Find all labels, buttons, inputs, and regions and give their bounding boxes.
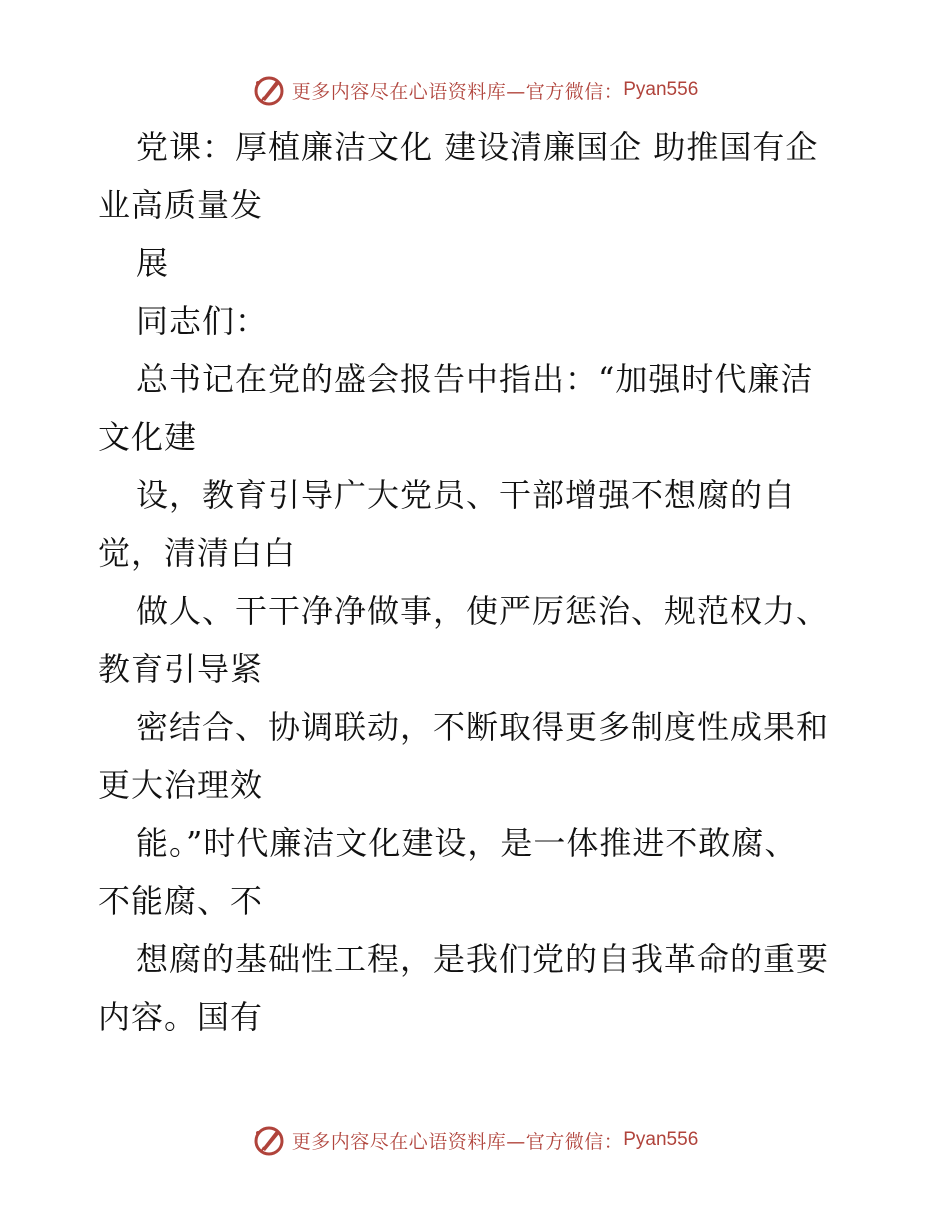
- body-line: 想腐的基础性工程，是我们党的自我革命的重要: [136, 940, 830, 978]
- footer-banner: [0, 1120, 950, 1160]
- body-line: 总书记在党的盛会报告中指出：“加强时代廉洁: [136, 360, 814, 398]
- title-line-2: 业高质量发: [98, 186, 264, 224]
- banner-text: 更多内容尽在心语资料库—官方微信：: [291, 80, 624, 103]
- body-line: 不能腐、不: [98, 882, 264, 920]
- body-line: 文化建: [98, 418, 198, 456]
- body-line: 密结合、协调联动，不断取得更多制度性成果和: [136, 708, 830, 746]
- quill-pen-logo-icon: [252, 1123, 286, 1157]
- title-line-3: 展: [136, 244, 170, 282]
- banner-text: 更多内容尽在心语资料库—官方微信：: [291, 1130, 624, 1153]
- wechat-id: Pyan556: [623, 79, 699, 100]
- header-banner: [0, 70, 950, 110]
- wechat-id: Pyan556: [623, 1129, 699, 1150]
- body-line: 能。”时代廉洁文化建设，是一体推进不敢腐、: [136, 824, 798, 862]
- body-line: 教育引导紧: [98, 650, 264, 688]
- document-body: [98, 118, 858, 1046]
- body-line: 觉，清清白白: [98, 534, 297, 572]
- title-line-1: 党课：厚植廉洁文化 建设清廉国企 助推国有企: [136, 128, 819, 166]
- body-line: 设，教育引导广大党员、干部增强不想腐的自: [136, 476, 797, 514]
- quill-pen-logo-icon: [252, 73, 286, 107]
- salutation: 同志们：: [136, 302, 269, 340]
- body-line: 更大治理效: [98, 766, 264, 804]
- body-line: 做人、干干净净做事，使严厉惩治、规范权力、: [136, 592, 830, 630]
- body-line: 内容。国有: [98, 998, 264, 1036]
